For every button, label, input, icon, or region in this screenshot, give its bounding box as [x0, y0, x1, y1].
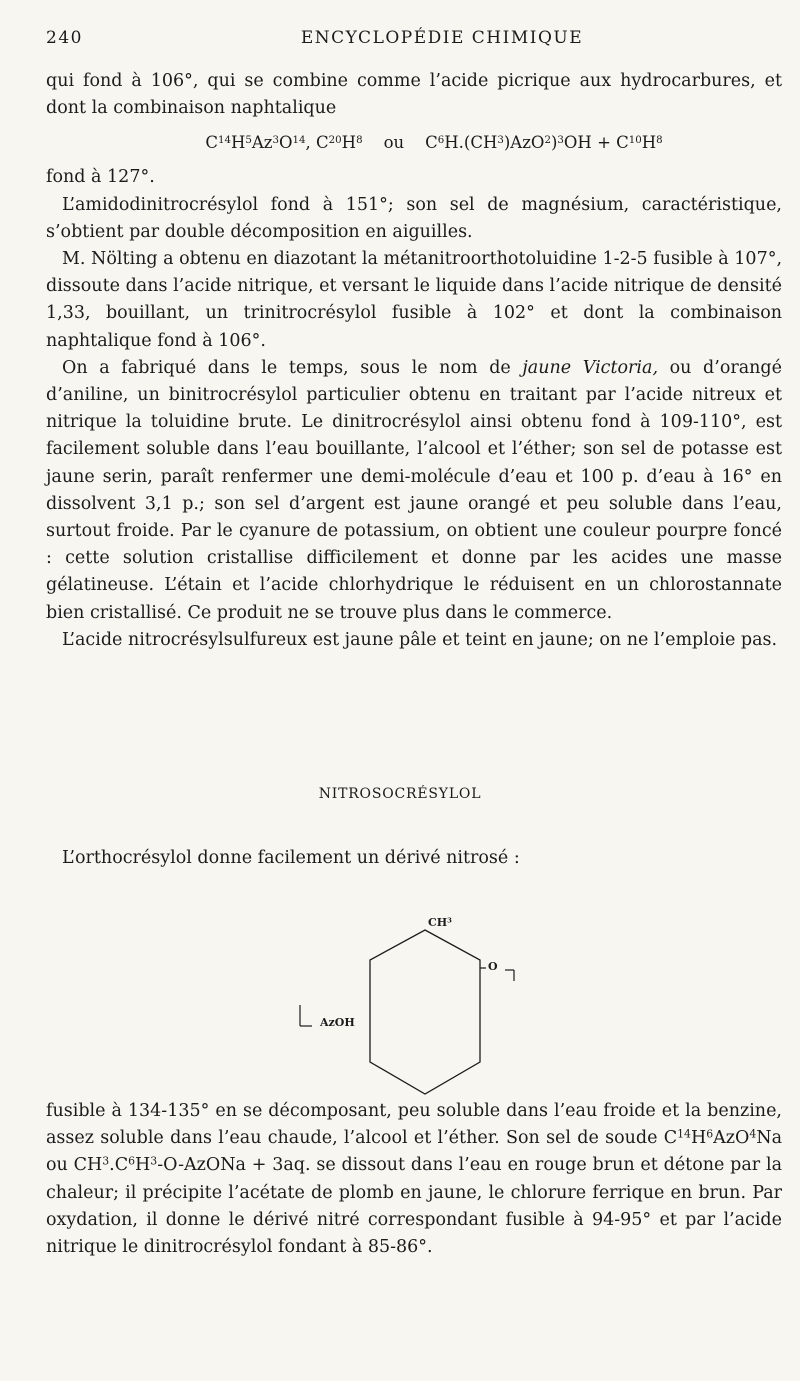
nitrosocresylol-properties — [46, 1098, 782, 1261]
section-intro: L’orthocrésylol donne facilement un dérivé nitrosé : — [62, 848, 520, 868]
italic-term: jaune Victoria, — [522, 357, 659, 378]
main-text-block — [46, 68, 782, 654]
page-number: 240 — [46, 28, 83, 48]
paragraph-nitrocresylsulfureux: L’acide nitrocrésylsulfureux est jaune pâle et teint en jaune; on ne l’emploie pas. — [62, 629, 778, 650]
paragraph-properties: fusible à 134-135° en se décomposant, peu soluble dans l’eau froide et la benzine, assez soluble dans l’eau chaude, l’alcool et l’éther. Son sel de soude $C^{14}H^6AzO^4Na$ ou $CH^3.C^6H^3-O$-AzONa + 3aq. se dissout dans l’eau en rouge brun et détone par la chaleur; il précipite l’acétate de plomb en jaune, le chlorure ferrique en brun. Par oxydation, il donne le dérivé nitré correspondant fusible à 94-95° et par l’acide nitrique le dinitrocrésylol fondant à 85-86°. — [46, 1101, 782, 1258]
structural-formula — [290, 912, 530, 1112]
oxygen-label: O — [488, 960, 498, 973]
page-header — [46, 28, 778, 54]
section-title: NITROSOCRÉSYLOL — [318, 786, 482, 802]
paragraph-melting-point: fond à 127°. — [46, 167, 155, 188]
methyl-label: $CH^3$ — [428, 916, 452, 929]
benzene-ring-diagram — [290, 912, 530, 1112]
paragraph-jaune-victoria: On a fabriqué dans le temps, sous le nom de jaune Victoria, ou d’orangé d’aniline, un binitrocrésylol particulier obtenu en traitant par l’acide nitreux et nitrique la toluidine brute. Le dinitrocrésylol ainsi obtenu fond à 109-110°, est facilement soluble dans l’eau bouillante, l’alcool et l’éther; son sel de potasse est jaune serin, paraît renfermer une demi-molécule d’eau et 100 p. d’eau à 16° en dissolvent 3,1 p.; son sel d’argent est jaune orangé et peu soluble dans l’eau, surtout froide. Par le cyanure de potassium, on obtient une couleur pourpre foncé : cette solution cristallise difficilement et donne par les acides une masse gélatineuse. L’étain et l’acide chlorhydrique le réduisent en un chlorostannate bien cristallisé. Ce produit ne se trouve plus dans le commerce. — [46, 357, 782, 623]
formula-connector: ou — [383, 133, 405, 153]
paragraph-amidodinitrocresylol: L’amidodinitrocrésylol fond à 151°; son sel de magnésium, caractéristique, s’obtient par double décomposition en aiguilles. — [46, 194, 782, 242]
paragraph-nolting: M. Nölting a obtenu en diazotant la métanitroorthotoluidine 1-2-5 fusible à 107°, dissoute dans l’acide nitrique, et versant le liquide dans l’acide nitrique de densité 1,33, bouillant, un trinitrocrésylol fusible à 102° et dont la combinaison naphtalique fond à 106°. — [46, 249, 783, 351]
azoh-label: AzOH — [320, 1016, 355, 1029]
paragraph-continuation: qui fond à 106°, qui se combine comme l’acide picrique aux hydrocarbures, et dont la combinaison naphtalique — [46, 71, 782, 119]
running-title: ENCYCLOPÉDIE CHIMIQUE — [300, 28, 584, 48]
naphthalene-combination-formula: $C^{14}H^5Az^3O^{14}$, $C^{20}H^8$ ou $C^6H.(CH^3)AzO^2)^3OH + C^{10}H^8$ — [205, 133, 663, 153]
hexagon-ring — [370, 930, 480, 1094]
